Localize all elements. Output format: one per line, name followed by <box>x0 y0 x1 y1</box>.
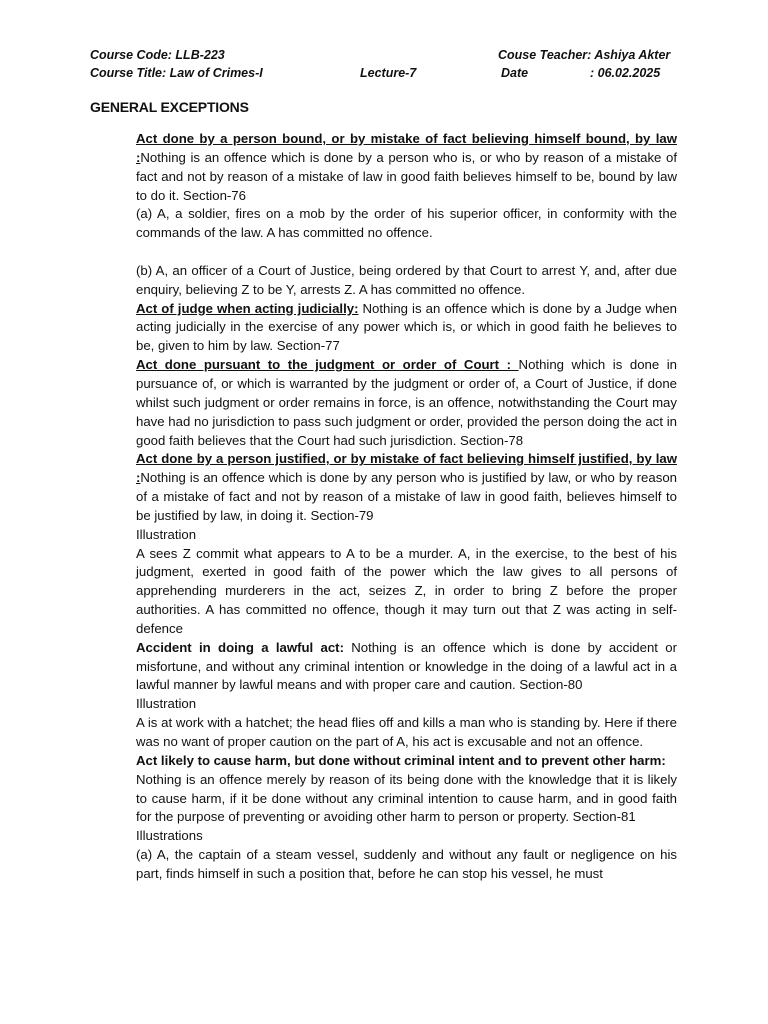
date-label: Date <box>501 66 529 80</box>
course-teacher: Couse Teacher: Ashiya Akter <box>498 48 671 62</box>
section-81-text: Nothing is an offence merely by reason of its being done with the knowledge that it is likely to cause harm, if it be done without any criminal intention to cause harm, and in good faith for the purpose of preventing or avoiding other harm to person or property. Section-81 <box>136 771 677 825</box>
section-80-paragraph <box>136 639 677 696</box>
section-79-heading: Act done by a person justified, or by mistake of fact believing himself justified, by law : <box>136 451 677 486</box>
section-79-illustration-label: Illustration <box>136 526 197 542</box>
section-78-paragraph <box>136 356 677 450</box>
section-79-paragraph <box>136 450 677 525</box>
section-78-text: Nothing which is done in pursuance of, or which is warranted by the judgment or order of, a Court of Justice, if done whilst such judgment or order remains in force, is an offence, notwithstanding the Court may have had no jurisdiction to pass such judgment or order, provided the person doing the act in good faith believes that the Court had such jurisdiction. Section-78 <box>136 357 677 448</box>
section-80-illustration-label: Illustration <box>136 696 197 712</box>
section-79-illustration-text: A sees Z commit what appears to A to be a murder. A, in the exercise, to the best of his judgment, exerted in good faith of the power which the law gives to all persons of apprehending murderers in the act, seizes Z, in order to bring Z before the proper authorities. A has committed no offence, though it may turn out that Z was acting in self-defence <box>136 545 677 636</box>
section-78-heading: Act done pursuant to the judgment or order of Court : <box>136 357 519 373</box>
section-77-paragraph <box>136 300 677 357</box>
section-76-illustration-b: (b) A, an officer of a Court of Justice, being ordered by that Court to arrest Y, and, after due enquiry, believing Z to be Y, arrests Z. A has committed no offence. <box>136 262 677 297</box>
page-title: GENERAL EXCEPTIONS <box>90 99 249 115</box>
section-77-heading: Act of judge when acting judicially: <box>136 300 359 316</box>
blank-line <box>136 243 677 262</box>
section-76-heading: Act done by a person bound, or by mistake of fact believing himself bound, by law : <box>136 131 677 165</box>
section-80-illustration-text: A is at work with a hatchet; the head flies off and kills a man who is standing by. Here if there was no want of proper caution on the part of A, his act is excusable and not an offence. <box>136 715 677 749</box>
section-80-text: Nothing is an offence which is done by accident or misfortune, and without any criminal intention or knowledge in the doing of a lawful act in a lawful manner by lawful means and with proper care and caution. Section-80 <box>136 639 677 693</box>
section-76-illustration-a: (a) A, a soldier, fires on a mob by the order of his superior officer, in conformity with the commands of the law. A has committed no offence. <box>136 206 677 241</box>
section-81-illustrations-label: Illustrations <box>136 828 203 844</box>
lecture-number: Lecture-7 <box>360 66 417 80</box>
section-80-heading: Accident in doing a lawful act: <box>136 639 344 655</box>
course-title: Course Title: Law of Crimes-I <box>90 66 263 80</box>
section-76-text: Nothing is an offence which is done by a person who is, or who by reason of a mistake of fact and not by reason of a mistake of law in good faith believes himself to be, bound by law to do it. Section-76 <box>136 149 677 203</box>
section-77-text: Nothing is an offence which is done by a Judge when acting judicially in the exercise of any power which is, or which in good faith he believes to be, given to him by law. Section-77 <box>136 300 678 354</box>
section-81-heading: Act likely to cause harm, but done without criminal intent and to prevent other harm: <box>136 752 666 768</box>
document-body <box>136 130 677 884</box>
course-code: Course Code: LLB-223 <box>90 48 225 62</box>
section-76-paragraph <box>136 130 677 205</box>
section-81-illustration-a: (a) A, the captain of a steam vessel, suddenly and without any fault or negligence on his part, finds himself in such a position that, before he can stop his vessel, he must <box>136 847 677 881</box>
date-value: : 06.02.2025 <box>590 66 661 80</box>
section-79-text: Nothing is an offence which is done by any person who is justified by law, or who by reason of a mistake of fact and not by reason of a mistake of law in good faith, believes himself to be justified by law, in doing it. Section-79 <box>136 470 677 523</box>
